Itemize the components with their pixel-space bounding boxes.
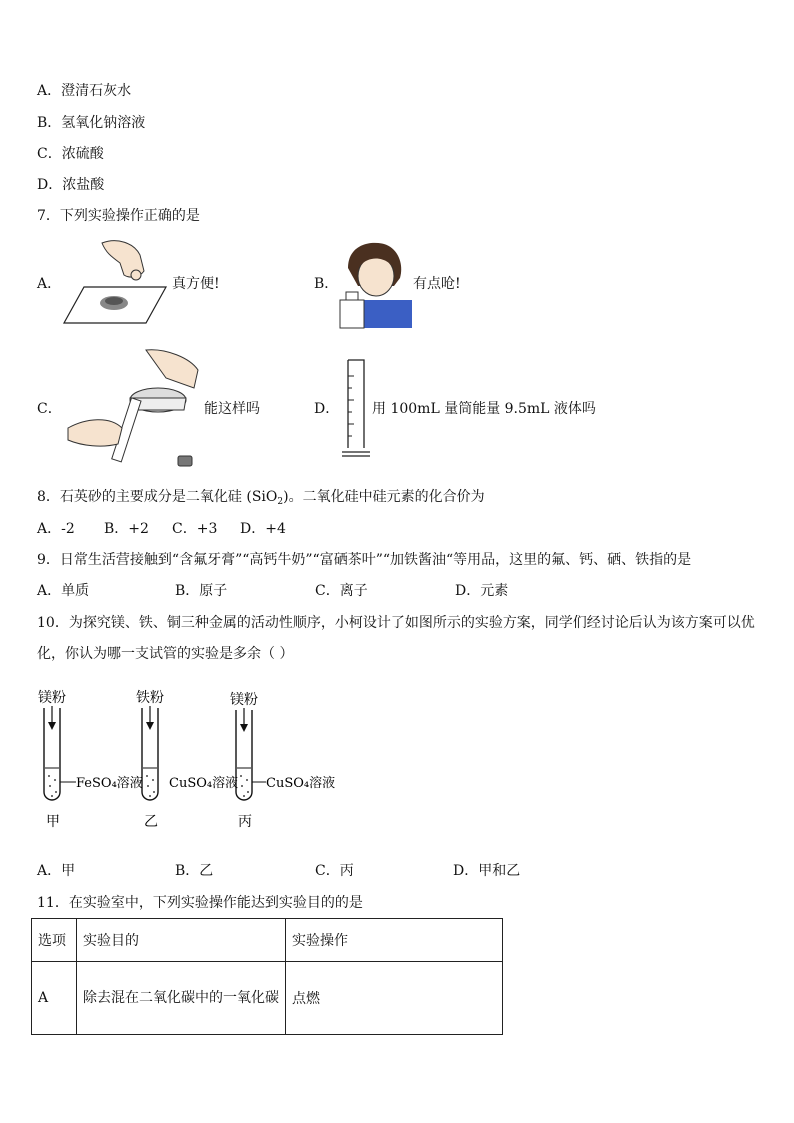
q8-stem-before: 8．石英砂的主要成分是二氧化硅 (SiO <box>37 489 278 505</box>
row-a-purpose: 除去混在二氧化碳中的一氧化碳 <box>77 962 286 1035</box>
q7-option-c-letter: C． <box>37 401 62 417</box>
q10-stem-line1: 10．为探究镁、铁、铜三种金属的活动性顺序，小柯设计了如图所示的实验方案，同学们经讨论后认为该方案可以优 <box>37 615 755 631</box>
q9-option-d: D．元素 <box>455 583 509 599</box>
q11-stem: 11．在实验室中，下列实验操作能达到实验目的的是 <box>37 895 363 911</box>
q6-option-d: D．浓盐酸 <box>37 177 105 193</box>
q8-option-c: C．+3 <box>172 521 218 537</box>
tube-yi-powder: 铁粉 <box>136 690 164 706</box>
q10-test-tube-figure <box>30 686 350 831</box>
q7-option-d-letter: D． <box>314 401 340 417</box>
header-operation: 实验操作 <box>286 919 503 962</box>
q9-stem: 9．日常生活营接触到“含氟牙膏”“高钙牛奶”“富硒茶叶”“加铁酱油“等用品，这里的氟、钙、硒、铁指的是 <box>37 552 692 568</box>
q7-stem: 7．下列实验操作正确的是 <box>37 208 200 224</box>
tube-bing-solution: CuSO₄溶液 <box>266 776 336 791</box>
tube-yi <box>136 689 238 830</box>
header-purpose: 实验目的 <box>77 919 286 962</box>
tube-jia-powder: 镁粉 <box>38 690 66 706</box>
tube-yi-solution: CuSO₄溶液 <box>169 776 239 791</box>
q10-option-b: B．乙 <box>175 863 214 879</box>
q9-option-a: A．单质 <box>37 583 90 599</box>
q8-option-a: A．-2 <box>37 521 75 537</box>
q7-b-illustration <box>338 238 414 328</box>
q8-stem <box>37 488 485 511</box>
q6-option-a: A．澄清石灰水 <box>37 83 132 99</box>
tube-bing-powder: 镁粉 <box>230 692 258 708</box>
q10-option-d: D．甲和乙 <box>453 863 521 879</box>
q8-option-d: D．+4 <box>240 521 286 537</box>
q7-option-a-caption: 真方便! <box>172 276 220 292</box>
q10-option-c: C．丙 <box>315 863 354 879</box>
q10-stem-line2: 化，你认为哪一支试管的实验是多余（ ） <box>37 646 294 662</box>
q11-table <box>31 918 503 1035</box>
q9-option-b: B．原子 <box>175 583 228 599</box>
q7-option-d-caption: 用 100mL 量筒能量 9.5mL 液体吗 <box>372 401 596 417</box>
q6-option-c: C．浓硫酸 <box>37 146 104 162</box>
tube-bing-name: 丙 <box>238 814 252 830</box>
q7-option-b-letter: B． <box>314 276 339 292</box>
q10-option-a: A．甲 <box>37 863 76 879</box>
tube-bing <box>230 691 335 830</box>
q7-c-illustration <box>66 348 206 472</box>
table-row <box>32 962 503 1035</box>
tube-yi-name: 乙 <box>144 814 158 830</box>
q7-option-b-caption: 有点呛! <box>413 276 461 292</box>
q7-option-c-caption: 能这样吗 <box>204 401 260 417</box>
q7-a-illustration <box>62 235 172 327</box>
q7-d-graduated-cylinder <box>340 356 374 460</box>
row-a-operation: 点燃 <box>286 962 503 1035</box>
q8-stem-after: )。二氧化硅中硅元素的化合价为 <box>283 489 485 505</box>
q8-option-b: B．+2 <box>104 521 149 537</box>
tube-jia-name: 甲 <box>46 814 60 830</box>
header-option: 选项 <box>32 919 77 962</box>
table-header-row <box>32 919 503 962</box>
tube-jia-solution: FeSO₄溶液 <box>76 776 143 791</box>
q9-option-c: C．离子 <box>315 583 368 599</box>
q8-subscript: 2 <box>277 497 284 507</box>
q6-option-b: B．氢氧化钠溶液 <box>37 115 146 131</box>
row-a-option: A <box>32 962 77 1035</box>
q7-option-a-letter: A． <box>37 276 62 292</box>
tube-jia <box>38 689 143 830</box>
